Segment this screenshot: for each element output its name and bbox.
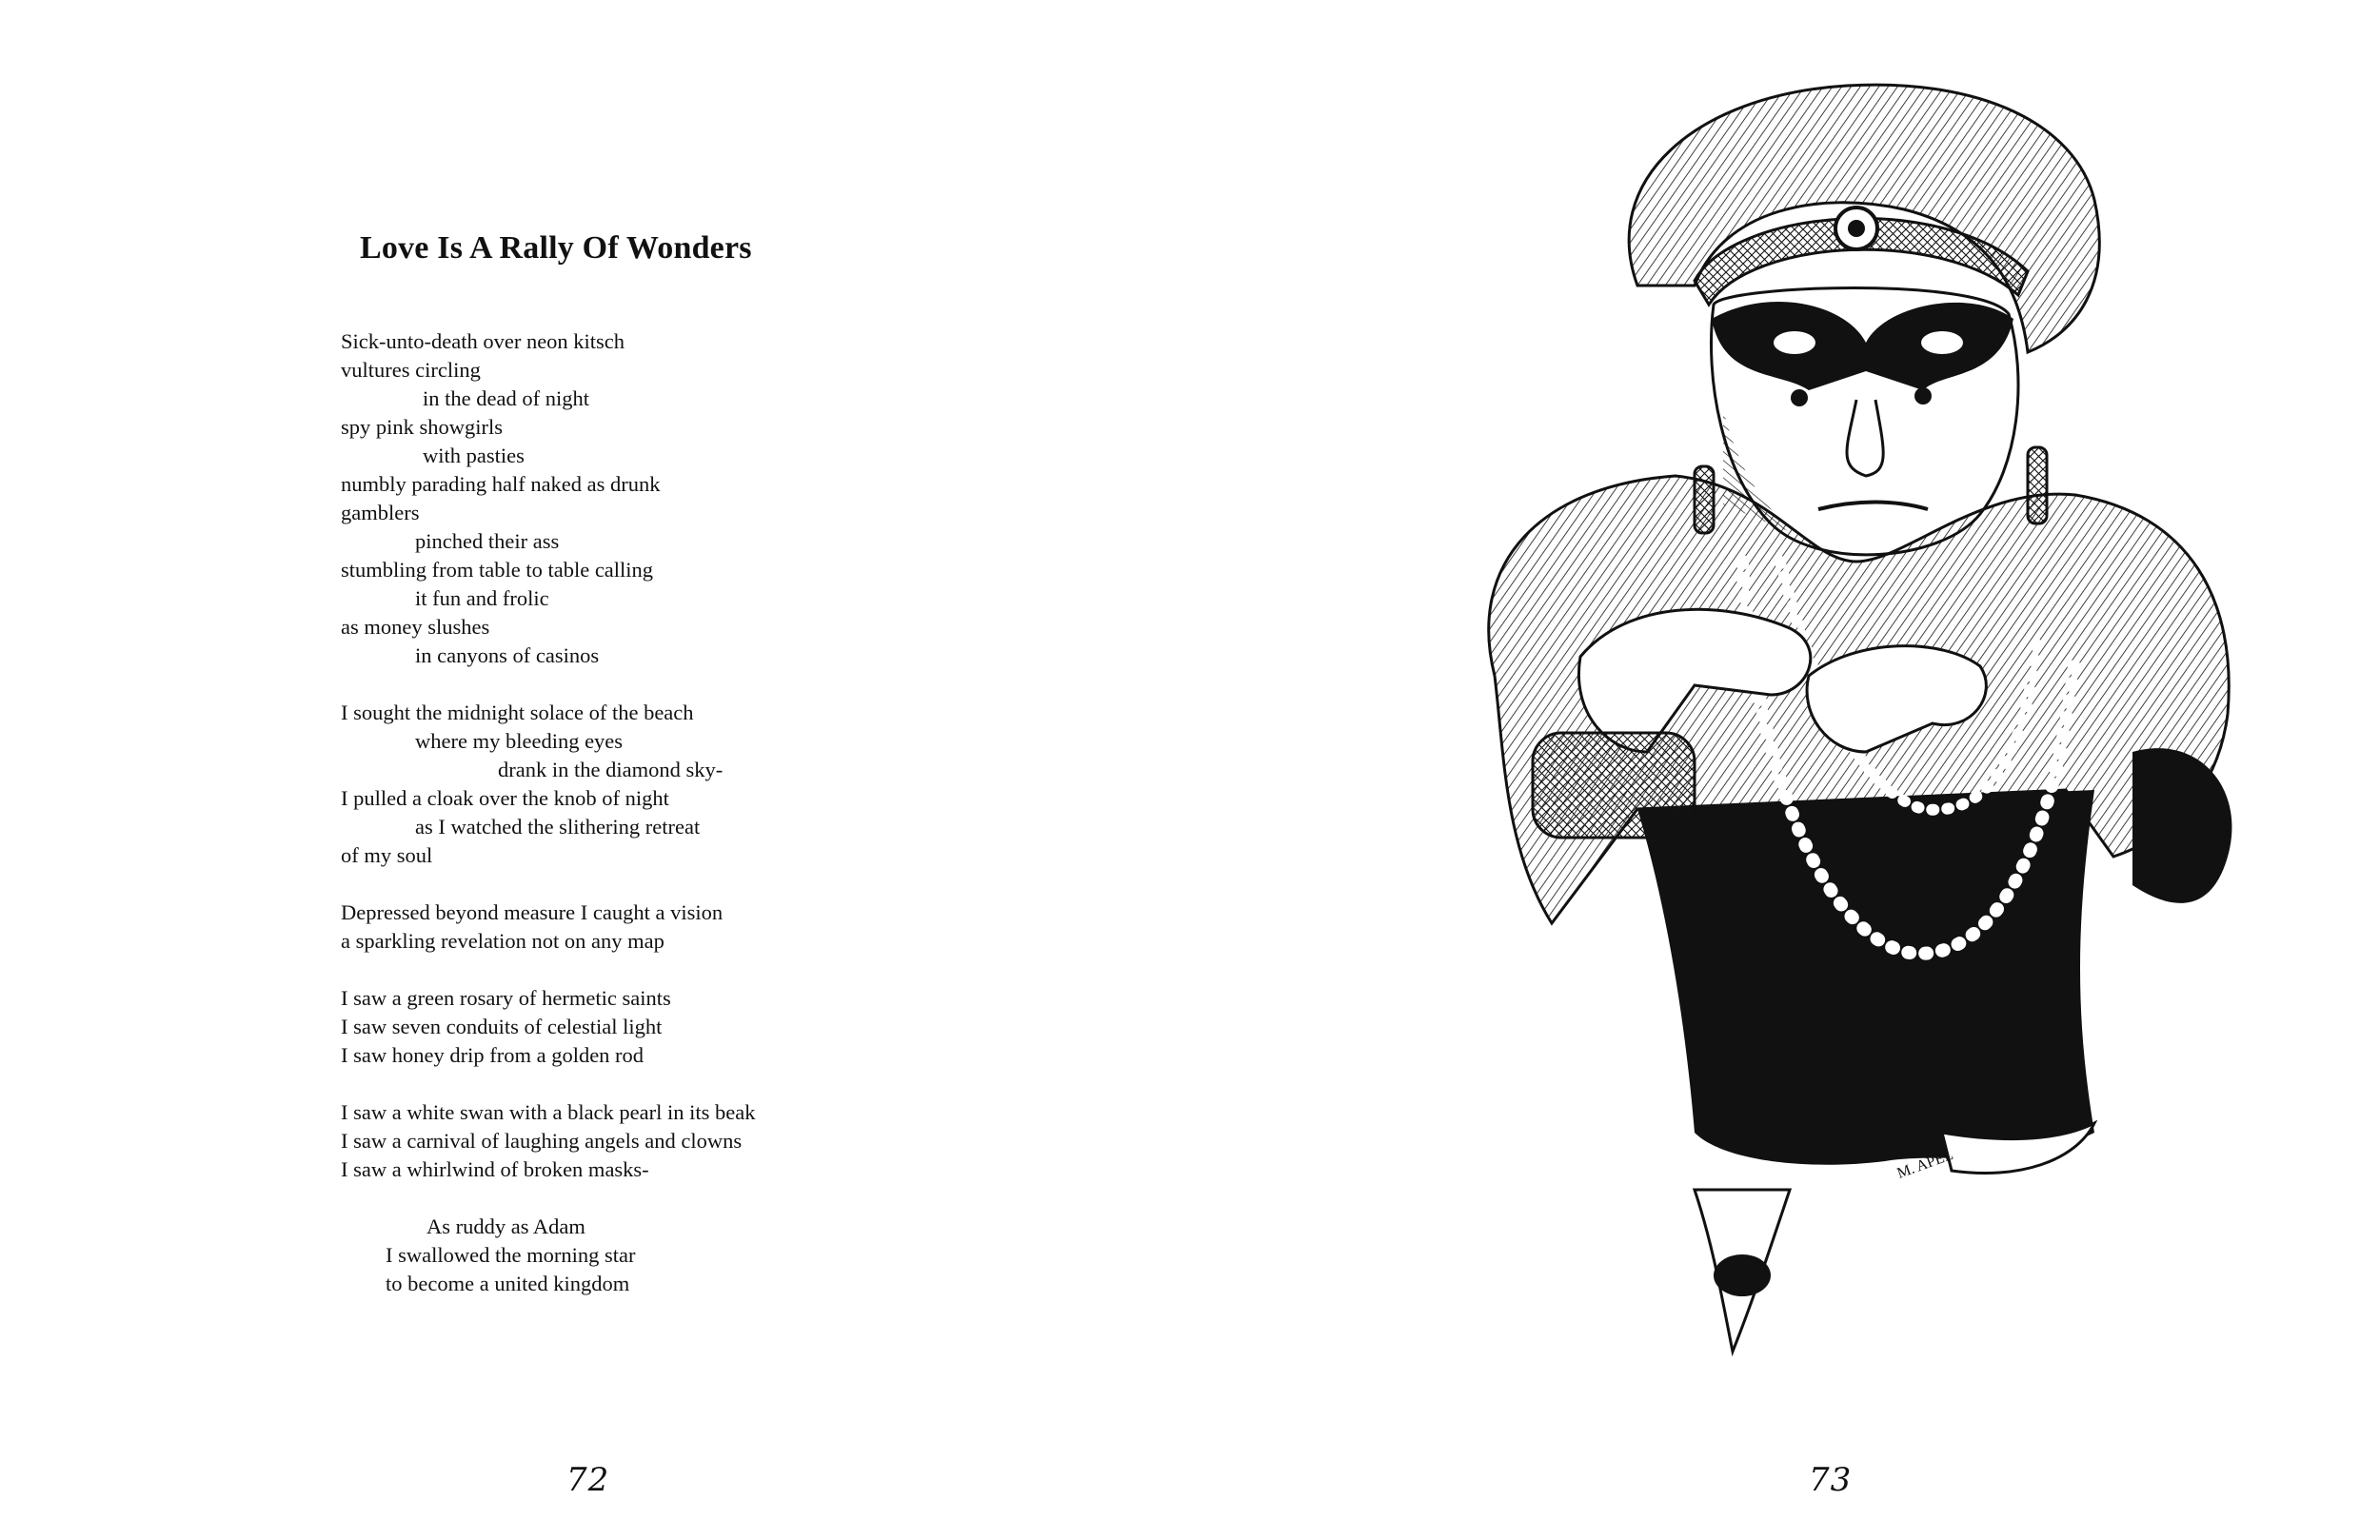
poem-title: Love Is A Rally Of Wonders: [360, 230, 752, 266]
masked-figure-illustration: [1409, 67, 2247, 1418]
poem-line: gamblers: [341, 501, 420, 524]
poem-line: I saw seven conduits of celestial light: [341, 1015, 663, 1038]
eye-right: [1914, 387, 1932, 405]
poem-line: numbly parading half naked as drunk: [341, 472, 661, 496]
poem-line: I saw honey drip from a golden rod: [341, 1043, 645, 1067]
poem-line: Sick-unto-death over neon kitsch: [341, 329, 625, 353]
poem-line: it fun and frolic: [415, 586, 549, 610]
poem-line: in the dead of night: [423, 386, 589, 410]
poem-line: I saw a green rosary of hermetic saints: [341, 986, 671, 1010]
poem-line: a sparkling revelation not on any map: [341, 929, 664, 953]
headband-jewel-center: [1848, 220, 1865, 237]
poem-line: As ruddy as Adam: [426, 1214, 585, 1238]
poem-line: in canyons of casinos: [415, 643, 600, 667]
page-number-right: 73: [1809, 1461, 1853, 1499]
poem-line: I pulled a cloak over the knob of night: [341, 786, 669, 810]
eye-left: [1791, 389, 1808, 406]
page-number-left: 72: [566, 1461, 610, 1499]
artist-signature: M. APEL: [1894, 1146, 1956, 1182]
poem-line: to become a united kingdom: [386, 1272, 630, 1295]
poem-line: pinched their ass: [415, 529, 560, 553]
bracelet-stack: [1533, 733, 1695, 838]
poem-line: vultures circling: [341, 358, 481, 382]
poem-line: Depressed beyond measure I caught a vision: [341, 900, 724, 924]
fringe-shape: [2132, 748, 2231, 903]
poem-line: with pasties: [423, 444, 525, 467]
poem-line: drank in the diamond sky-: [498, 758, 724, 781]
poem-line: I swallowed the morning star: [386, 1243, 636, 1267]
poem-line: of my soul: [341, 843, 433, 867]
poem-line: I saw a whirlwind of broken masks-: [341, 1157, 649, 1181]
mask-eye-right: [1921, 331, 1963, 354]
poem-line: stumbling from table to table calling: [341, 558, 654, 582]
poem-line: as I watched the slithering retreat: [415, 815, 701, 839]
poem-line: I saw a carnival of laughing angels and clowns: [341, 1129, 743, 1153]
shoe-left-toe: [1714, 1254, 1771, 1296]
mask-eye-left: [1774, 331, 1815, 354]
poem-line: where my bleeding eyes: [415, 729, 624, 753]
poem-line: spy pink showgirls: [341, 415, 504, 439]
poem-line: I sought the midnight solace of the beach: [341, 701, 694, 724]
poem-line: as money slushes: [341, 615, 490, 639]
poem-line: I saw a white swan with a black pearl in its beak: [341, 1100, 756, 1124]
